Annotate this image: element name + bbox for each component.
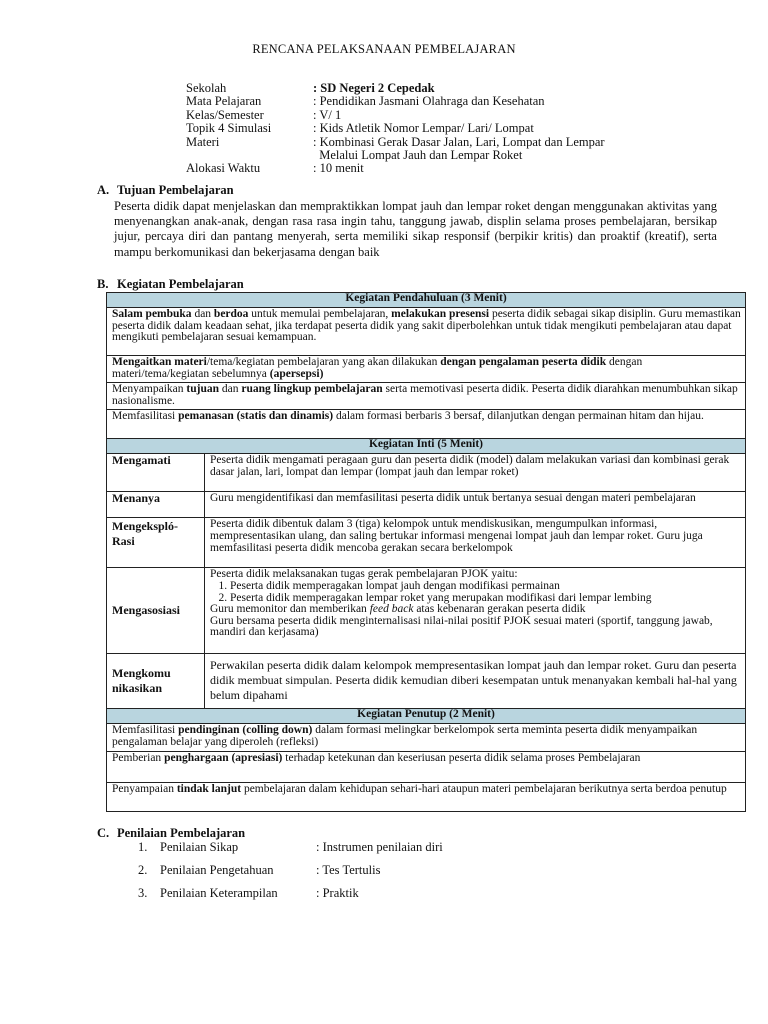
text: untuk memulai pembelajaran, — [248, 308, 392, 320]
item-label: Penilaian Sikap — [160, 840, 239, 854]
objective-paragraph: Peserta didik dapat menjelaskan dan mempraktikkan lompat jauh dan lempar roket dengan menggunakan aktivitas yang menyenangkan anak-anak, dengan rasa rasa ingin tahu, tanggung jawab, displin selama proses pembelajaran, bersikap jujur, percaya diri dan pantang menyerah, serta memiliki sikap responsif (berpikir kritis) dan proaktif (kreatif), serta mampu berkomunikasi dan bekerjasama dengan baik — [114, 199, 717, 259]
associate-feedback — [210, 604, 741, 616]
text: Memfasilitasi — [112, 410, 179, 423]
meta-row-subject — [186, 95, 693, 108]
core-row-observe — [107, 454, 746, 492]
bold-text: tindak lanjut — [176, 782, 242, 795]
section-title: Tujuan Pembelajaran — [117, 183, 234, 197]
bold-text: melakukan presensi — [391, 308, 490, 320]
item-value: : Praktik — [316, 886, 359, 900]
section-title: Penilaian Pembelajaran — [117, 826, 246, 840]
section-number: C. — [97, 826, 110, 840]
section-b-heading — [97, 277, 244, 292]
closing-header: Kegiatan Penutup (2 Menit) — [107, 709, 746, 724]
core-row-communicate — [107, 654, 746, 709]
text: dan — [219, 383, 242, 396]
meta-label: Kelas/Semester — [186, 107, 264, 122]
meta-value: : Pendidikan Jasmani Olahraga dan Kesehatan — [313, 94, 545, 109]
item-value: : Tes Tertulis — [316, 863, 381, 877]
item-number: 1. — [138, 840, 148, 854]
core-row-explore — [107, 518, 746, 568]
core-row-ask — [107, 492, 746, 518]
section-number: A. — [97, 183, 110, 197]
assessment-list — [138, 840, 443, 909]
text: dalam formasi berbaris 3 bersaf, dilanjutkan dengan permainan hitam dan hijau. — [333, 410, 704, 423]
text: dengan materi/tema/kegiatan sebelumnya — [112, 356, 643, 380]
activity-table — [106, 292, 746, 812]
text: Guru memonitor dan memberikan — [210, 603, 370, 616]
bold-text: pendinginan (colling down) — [178, 724, 313, 737]
page-title: RENCANA PELAKSANAAN PEMBELAJARAN — [252, 42, 516, 56]
italic-text: feed back — [369, 603, 414, 616]
meta-label: Mata Pelajaran — [186, 94, 262, 109]
meta-label: Alokasi Waktu — [186, 161, 261, 176]
meta-row-material-cont — [186, 149, 693, 162]
associate-intro: Peserta didik melaksanakan tugas gerak pembelajaran PJOK yaitu: — [210, 568, 518, 581]
bold-text: penghargaan (apresiasi) — [164, 751, 283, 764]
step-text: Peserta didik dibentuk dalam 3 (tiga) kelompok untuk mendiskusikan, mengumpulkan informasi, mempresentasikan ulang, dan saling bertukar informasi mengenai lompat jauh dan lempar roket. Guru juga memfasilitasi peserta didik mencoba gerakan secara berkelompok — [205, 518, 746, 568]
text: atas kebenaran gerakan peserta didik — [413, 603, 586, 616]
text: terhadap ketekunan dan keseriusan peserta didik selama proses Pembelajaran — [282, 751, 641, 764]
identity-block — [186, 82, 693, 176]
text: peserta didik sebagai sikap disiplin. Guru memastikan peserta didik dalam keadaan sehat, jika terdapat peserta didik yang sakit diperbolehkan untuk tidak mengikuti pembelajaran atau dapat mengikuti pembelajaran sesuai kemampuan. — [112, 308, 741, 344]
section-a-heading — [97, 183, 234, 198]
item-number: 3. — [138, 886, 148, 900]
step-label: Menanya — [107, 492, 205, 518]
section-title: Kegiatan Pembelajaran — [117, 277, 244, 291]
text: dalam formasi melingkar berkelompok serta meminta peserta didik menyampaikan pengalaman belajar yang diperoleh (refleksi) — [112, 724, 698, 748]
text: dan — [191, 308, 214, 320]
meta-value: : SD Negeri 2 Cepedak — [313, 81, 435, 95]
bold-text: Mengaitkan materi — [112, 356, 207, 368]
meta-value: : 10 menit — [313, 161, 364, 176]
opening-header: Kegiatan Pendahuluan (3 Menit) — [107, 293, 746, 308]
meta-value: : Kids Atletik Nomor Lempar/ Lari/ Lompat — [313, 121, 534, 136]
text: Memfasilitasi — [112, 724, 179, 737]
closing-row-cooldown — [107, 724, 746, 751]
text: Pemberian — [112, 751, 165, 764]
meta-label — [186, 149, 313, 162]
list-item: 1. Peserta didik memperagakan lompat jauh dengan modifikasi permainan — [230, 581, 741, 593]
step-text: Peserta didik mengamati peragaan guru dan peserta didik (model) dalam melakukan variasi dan kombinasi gerak dasar jalan, lari, lompat dan lempar (lompat jauh dan lempar roket) — [205, 454, 746, 492]
opening-row-warmup — [107, 410, 746, 439]
step-text: Perwakilan peserta didik dalam kelompok mempresentasikan lompat jauh dan lempar roket. Guru dan peserta didik membuat simpulan. Peserta didik kemudian diberi kesempatan untuk menanyakan kembali hal-hal yang belum dipahami — [205, 654, 746, 709]
closing-row-appreciation — [107, 751, 746, 782]
meta-value: : V/ 1 — [313, 107, 342, 122]
meta-value: Melalui Lompat Jauh dan Lempar Roket — [313, 148, 523, 163]
meta-row-time — [186, 162, 693, 175]
item-value: : Instrumen penilaian diri — [316, 840, 443, 854]
bold-text: berdoa — [213, 308, 249, 320]
meta-row-school — [186, 82, 693, 95]
step-label: Mengkomu nikasikan — [107, 654, 205, 709]
meta-value: : Kombinasi Gerak Dasar Jalan, Lari, Lompat dan Lempar — [313, 134, 605, 149]
opening-row-greeting — [107, 308, 746, 356]
opening-row-objective — [107, 383, 746, 410]
item-label: Penilaian Pengetahuan — [160, 863, 274, 877]
bold-text: pemanasan (statis dan dinamis) — [178, 410, 334, 423]
section-number: B. — [97, 277, 109, 291]
meta-row-class — [186, 109, 693, 122]
meta-row-material — [186, 136, 693, 149]
list-item — [138, 886, 443, 909]
bold-text: Salam pembuka — [112, 308, 192, 320]
step-label: Mengekspló-Rasi — [107, 518, 205, 568]
step-text — [205, 568, 746, 654]
bold-text: dengan pengalaman peserta didik — [440, 356, 607, 368]
text: serta memotivasi peserta didik. Peserta didik diarahkan menumbuhkan sikap nasionalisme. — [112, 383, 738, 407]
step-label: Mengasosiasi — [107, 568, 205, 654]
text: /tema/kegiatan pembelajaran yang akan dilakukan — [206, 356, 441, 368]
meta-label: Sekolah — [186, 81, 227, 95]
closing-row-followup — [107, 782, 746, 811]
meta-label: Materi — [186, 134, 220, 149]
associate-list — [210, 581, 741, 604]
bold-text: ruang lingkup pembelajaran — [241, 383, 383, 396]
meta-label: Topik 4 Simulasi — [186, 121, 272, 136]
bold-text: (apersepsi) — [269, 367, 324, 380]
step-label: Mengamati — [107, 454, 205, 492]
associate-values: Guru bersama peserta didik menginternalisasi nilai-nilai positif PJOK sesuai materi (sportif, tanggung jawab, mandiri dan kerjasama) — [210, 614, 713, 639]
text: Menyampaikan — [112, 383, 187, 396]
step-text: Guru mengidentifikasi dan memfasilitasi peserta didik untuk bertanya sesuai dengan materi pembelajaran — [205, 492, 746, 518]
text: pembelajaran dalam kehidupan sehari-hari ataupun materi pembelajaran berikutnya serta berdoa penutup — [241, 782, 727, 795]
bold-text: tujuan — [186, 383, 220, 396]
core-row-associate — [107, 568, 746, 654]
item-number: 2. — [138, 863, 148, 877]
opening-row-apperception — [107, 356, 746, 383]
item-label: Penilaian Keterampilan — [160, 886, 278, 900]
list-item: 2. Peserta didik memperagakan lempar roket yang merupakan modifikasi dari lempar lembing — [230, 593, 741, 605]
list-item — [138, 863, 443, 886]
section-c-heading — [97, 826, 245, 841]
core-header: Kegiatan Inti (5 Menit) — [107, 439, 746, 454]
meta-row-topic — [186, 122, 693, 135]
list-item — [138, 840, 443, 863]
text: Penyampaian — [112, 782, 177, 795]
